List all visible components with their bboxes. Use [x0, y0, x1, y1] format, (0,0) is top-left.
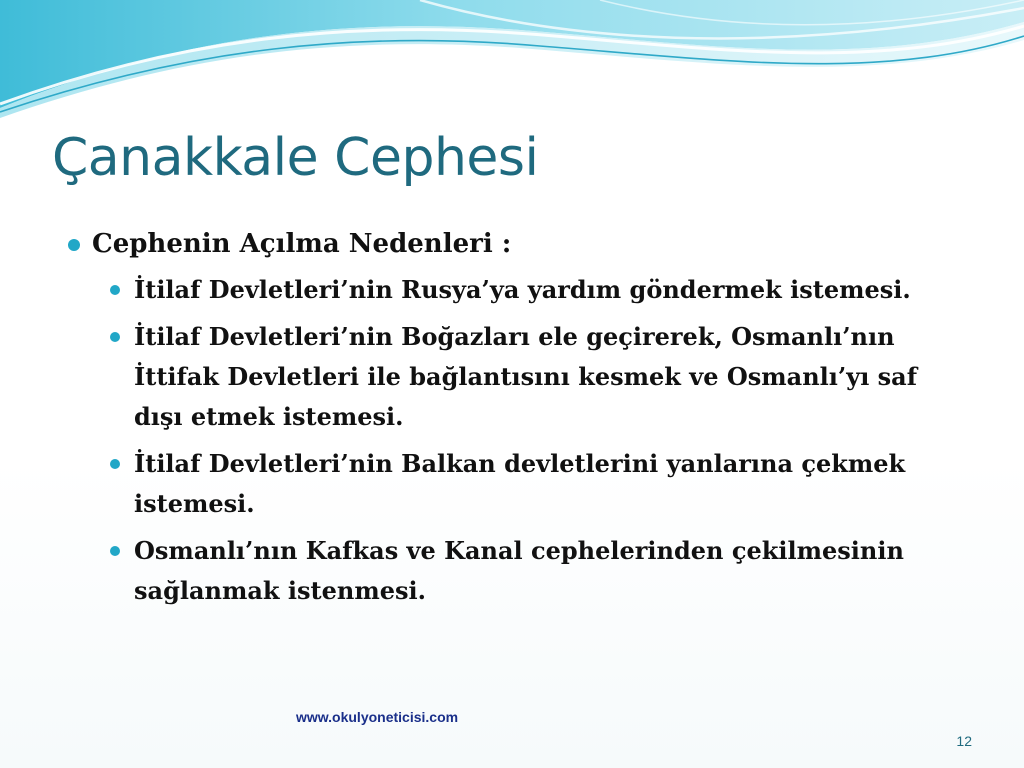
- list-item-text: Osmanlı’nın Kafkas ve Kanal cephelerinden çekilmesinin sağlanmak istenmesi.: [134, 536, 904, 605]
- list-item-text: İtilaf Devletleri’nin Boğazları ele geçirerek, Osmanlı’nın İttifak Devletleri ile bağlantısını kesmek ve Osmanlı’yı saf dışı etmek istemesi.: [134, 322, 918, 431]
- page-number: 12: [956, 733, 972, 749]
- header-wave-decoration: [0, 0, 1024, 130]
- section-heading: Cephenin Açılma Nedenleri :: [92, 229, 512, 259]
- slide-content: [62, 224, 962, 618]
- bullet-dot-icon: [110, 459, 120, 469]
- list-item: [106, 270, 934, 310]
- slide-title: Çanakkale Cephesi: [52, 128, 539, 188]
- bullet-dot-icon: [110, 546, 120, 556]
- list-item-text: İtilaf Devletleri’nin Balkan devletlerini yanlarına çekmek istemesi.: [134, 449, 906, 518]
- bullet-dot-icon: [110, 285, 120, 295]
- list-item: [106, 444, 934, 524]
- bullet-dot-icon: [110, 332, 120, 342]
- reason-list: [62, 270, 962, 611]
- list-item: [106, 531, 934, 611]
- footer-website-link[interactable]: www.okulyoneticisi.com: [296, 709, 459, 725]
- bullet-level1: [62, 224, 962, 264]
- bullet-dot-icon: [68, 239, 80, 251]
- list-item-text: İtilaf Devletleri’nin Rusya’ya yardım göndermek istemesi.: [134, 275, 911, 304]
- list-item: [106, 317, 934, 437]
